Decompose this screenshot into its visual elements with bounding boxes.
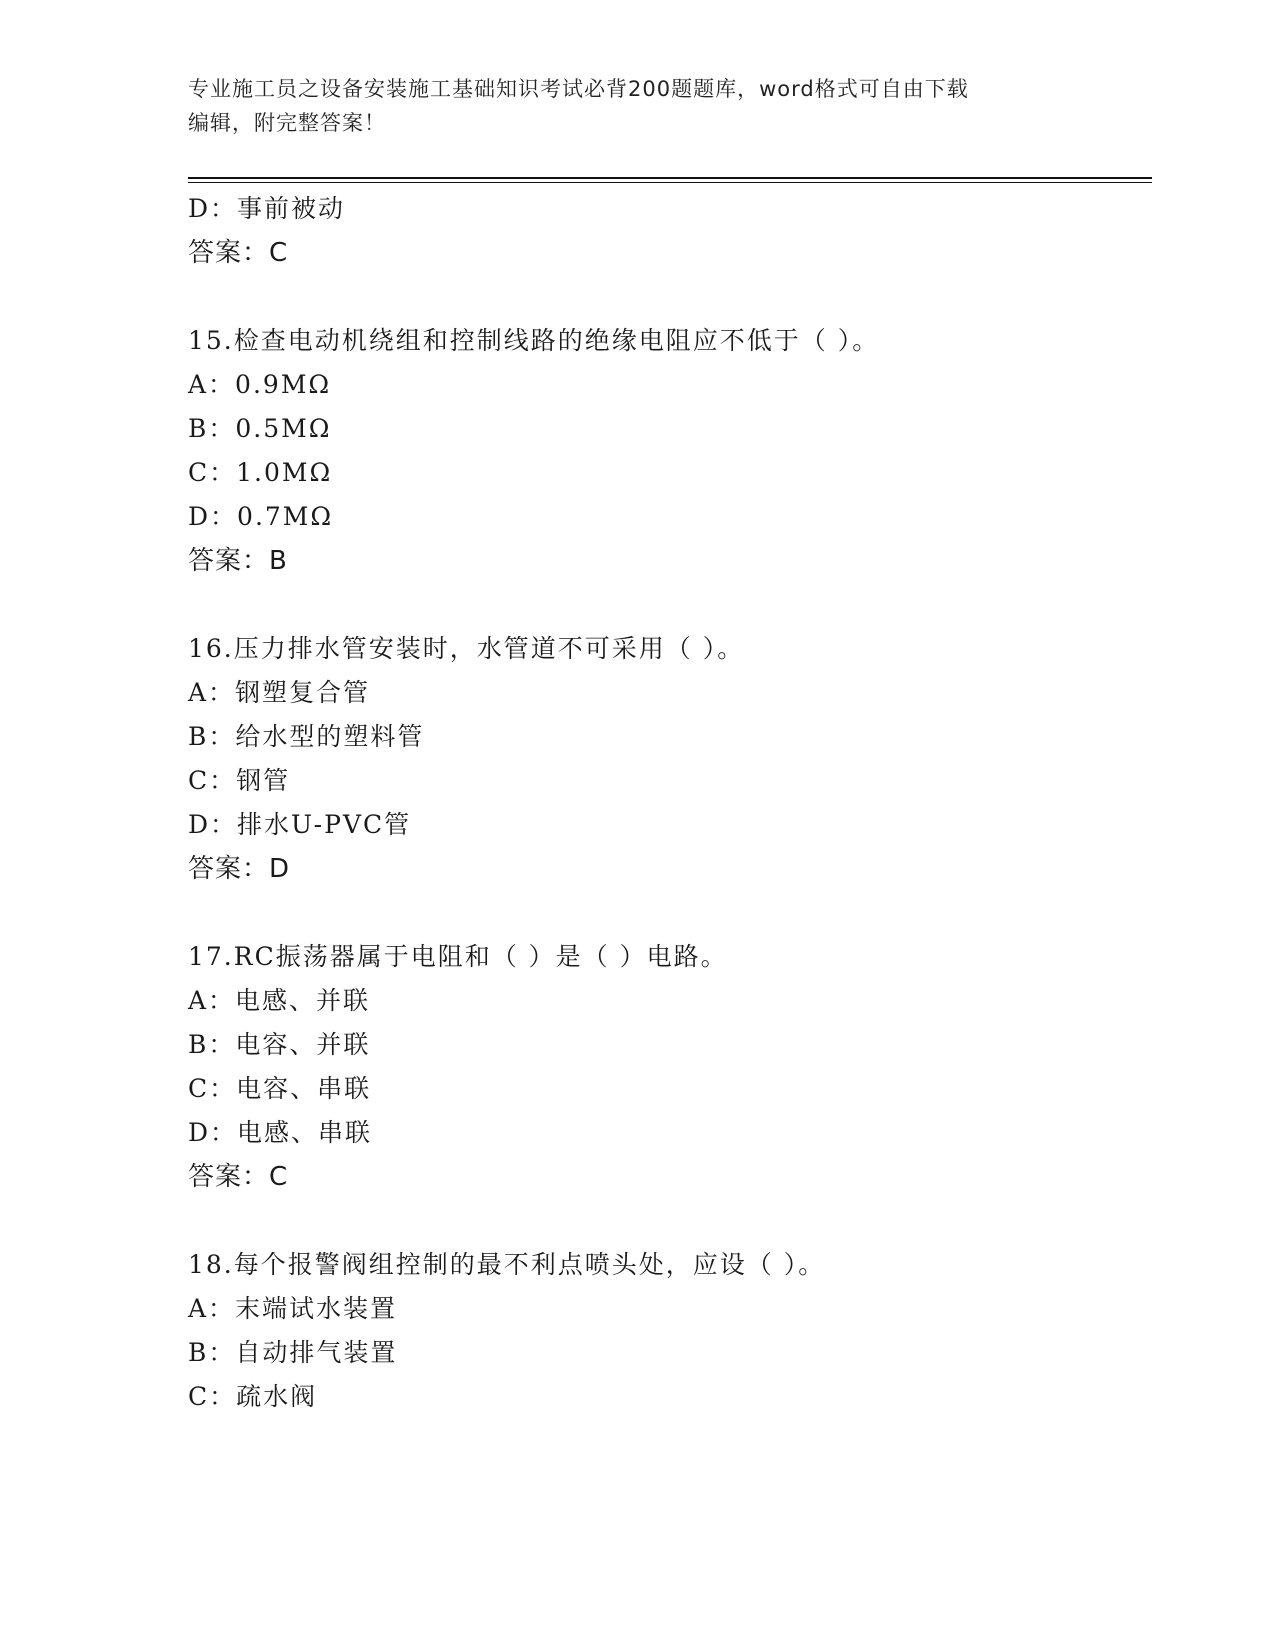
- question-17-option-b: B：电容、并联: [188, 1030, 371, 1059]
- question-18-option-a: A：末端试水装置: [188, 1294, 398, 1323]
- question-17-option-c: C：电容、串联: [188, 1074, 372, 1103]
- question-17-option-d: D：电感、串联: [188, 1118, 373, 1147]
- question-15-answer: 答案：B: [188, 546, 288, 576]
- question-16-option-d: D：排水U-PVC管: [188, 810, 412, 839]
- question-16-option-a: A：钢塑复合管: [188, 678, 371, 707]
- question-17-option-a: A：电感、并联: [188, 986, 371, 1015]
- question-17-stem: 17.RC振荡器属于电阻和（ ）是（ ）电路。: [188, 942, 728, 971]
- question-15-option-a: A：0.9MΩ: [188, 370, 332, 399]
- header-divider-thin: [188, 182, 1152, 183]
- header-line-1: 专业施工员之设备安装施工基础知识考试必背200题题库，word格式可自由下载: [188, 77, 969, 101]
- question-15-stem: 15.检查电动机绕组和控制线路的绝缘电阻应不低于（ ）。: [188, 326, 880, 355]
- question-18-stem: 18.每个报警阀组控制的最不利点喷头处，应设（ ）。: [188, 1250, 826, 1279]
- document-header: [188, 72, 1088, 140]
- question-16-stem: 16.压力排水管安装时，水管道不可采用（ ）。: [188, 634, 745, 663]
- question-18-option-b: B：自动排气装置: [188, 1338, 398, 1367]
- question-16-option-b: B：给水型的塑料管: [188, 722, 425, 751]
- question-16-option-c: C：钢管: [188, 766, 291, 795]
- prev-answer: 答案：C: [188, 238, 289, 268]
- header-line-2: 编辑，附完整答案！: [188, 111, 386, 135]
- question-17-answer: 答案：C: [188, 1162, 289, 1192]
- question-18-option-c: C：疏水阀: [188, 1382, 318, 1411]
- question-16-answer: 答案：D: [188, 854, 291, 884]
- question-15-option-b: B：0.5MΩ: [188, 414, 332, 443]
- question-15-option-d: D：0.7MΩ: [188, 502, 334, 531]
- header-divider-thick: [188, 177, 1152, 179]
- question-15-option-c: C：1.0MΩ: [188, 458, 333, 487]
- prev-option-d: D：事前被动: [188, 194, 346, 223]
